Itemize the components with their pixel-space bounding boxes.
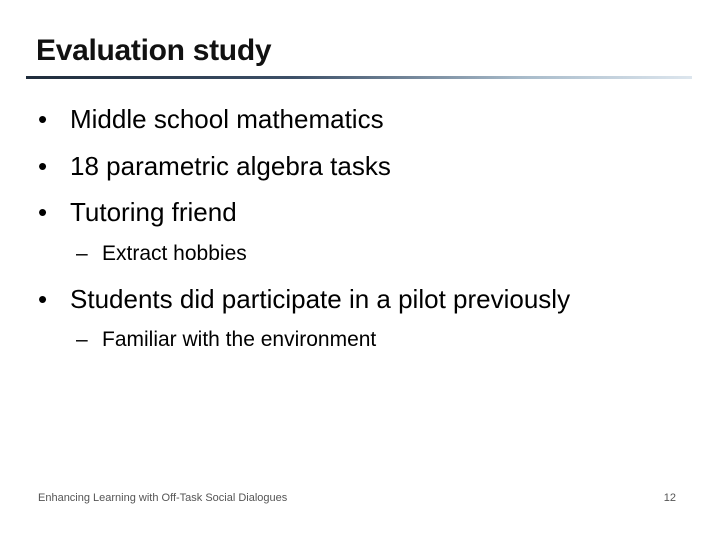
- sub-bullet-marker: –: [76, 242, 88, 265]
- page-number: 12: [663, 492, 676, 504]
- bullet-item: [38, 197, 237, 228]
- sub-bullet-item: [76, 242, 247, 266]
- sub-bullet-text: Extract hobbies: [102, 242, 247, 265]
- bullet-item: [38, 284, 570, 315]
- bullet-text: Students did participate in a pilot previously: [70, 284, 571, 314]
- sub-bullet-text: Familiar with the environment: [102, 328, 377, 351]
- slide-title: Evaluation study: [36, 34, 272, 67]
- bullet-text: Middle school mathematics: [70, 104, 384, 134]
- bullet-marker: •: [38, 151, 48, 181]
- bullet-text: Tutoring friend: [70, 197, 237, 227]
- bullet-marker: •: [38, 284, 48, 314]
- title-underline: [26, 76, 692, 79]
- sub-bullet-item: [76, 328, 376, 352]
- bullet-item: [38, 104, 384, 135]
- bullet-text: 18 parametric algebra tasks: [70, 151, 391, 181]
- footer-text: Enhancing Learning with Off-Task Social Dialogues: [38, 492, 288, 504]
- bullet-marker: •: [38, 197, 48, 227]
- bullet-item: [38, 151, 391, 182]
- bullet-marker: •: [38, 104, 48, 134]
- sub-bullet-marker: –: [76, 328, 88, 351]
